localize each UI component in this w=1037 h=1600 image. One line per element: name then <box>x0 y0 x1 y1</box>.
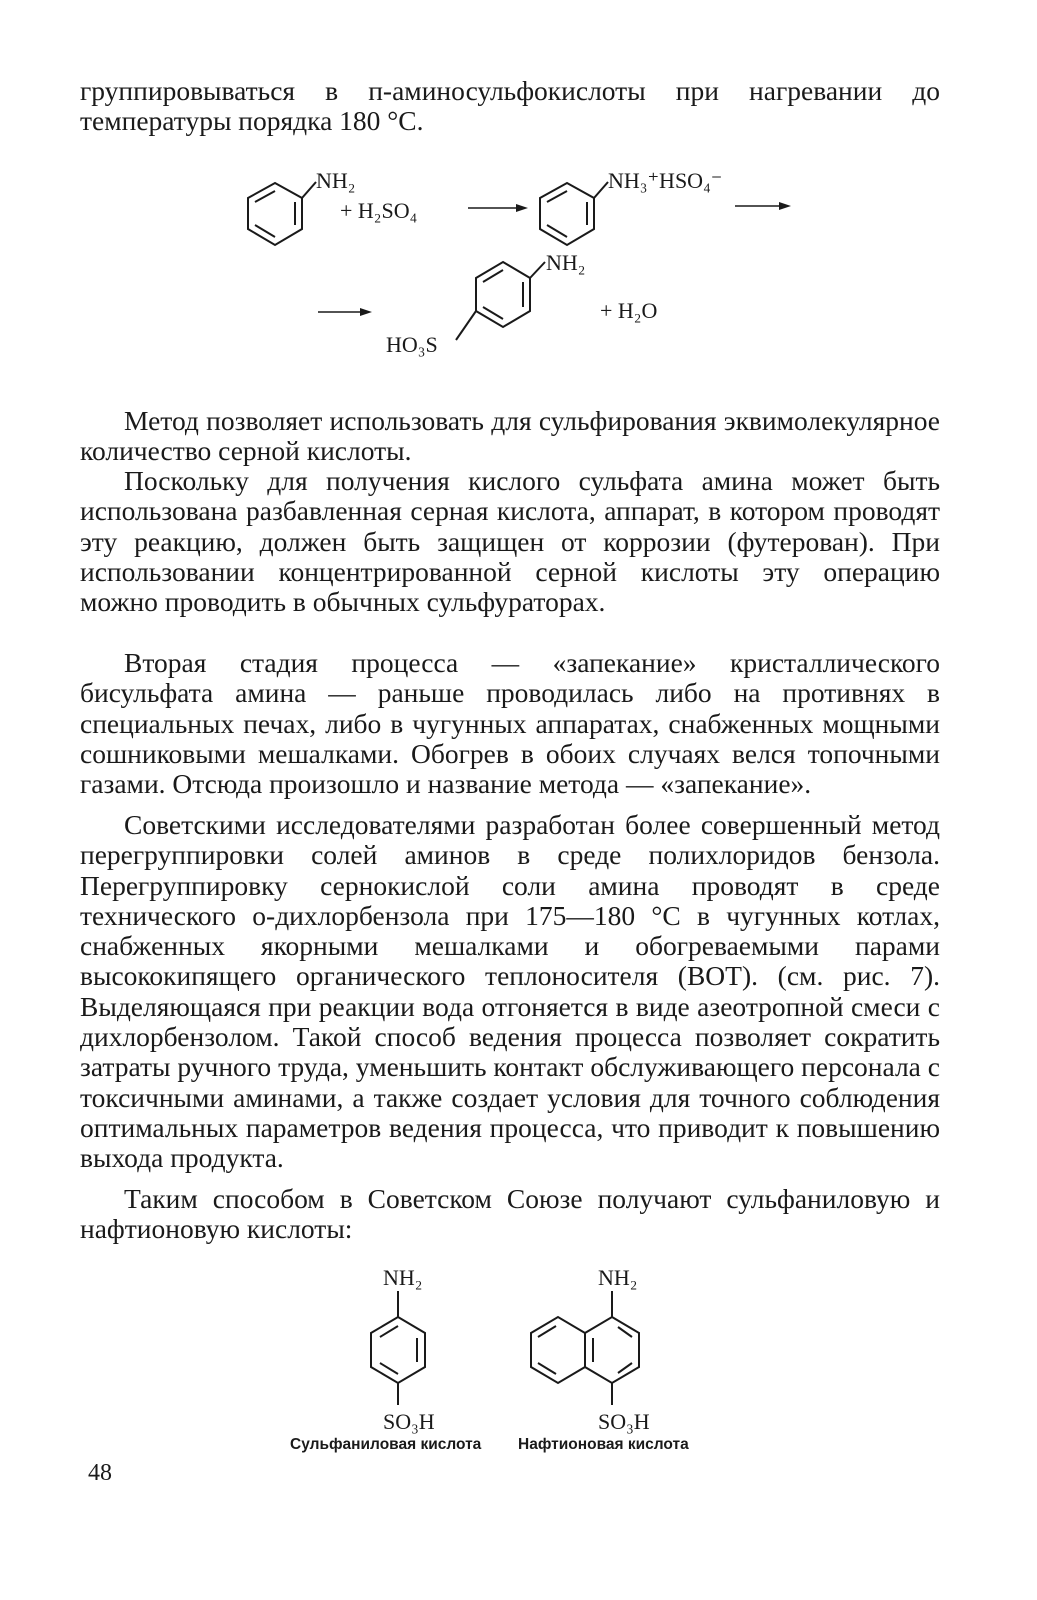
page-number: 48 <box>88 1460 112 1486</box>
paragraph-products-intro: Таким способом в Советском Союзе получают сульфаниловую и нафтионовую кислоты: <box>80 1183 940 1245</box>
naphthionic-caption: Нафтионовая кислота <box>518 1436 689 1453</box>
reaction-arrow-1 <box>468 204 528 212</box>
paragraph-soviet-method: Советскими исследователями разработан более совершенный метод перегруппировки солей аминов в среде полихлоридов бензола. Перегруппировку сернокислой соли амина проводят в среде технического о-дихлорбензола при 175—180 °C в чугунных котлах, снабженных якорными мешалками и обогреваемыми парами высококипящего органического теплоносителя (ВОТ). (см. рис. 7). Выделяющаяся при реакции вода отгоняется в виде азеотропной смеси с дихлорбензолом. Такой способ ведения процесса позволяет сократить затраты ручного труда, уменьшить контакт обслуживающего персонала с токсичными аминами, а также создает условия для точного соблюдения оптимальных параметров ведения процесса, что приводит к повышению выхода продукта. <box>80 809 940 1174</box>
product-ho3s-label: HO₃S <box>386 332 438 357</box>
aniline-nh2-label: NH₂ <box>316 168 356 193</box>
h2so4-reagent-label: + H₂SO₄ <box>340 198 418 223</box>
sulfanilic-acid-structure <box>456 262 545 340</box>
reaction-arrow-3 <box>318 308 372 316</box>
naphthionic-nh2-label: NH₂ <box>598 1265 638 1290</box>
reaction-scheme <box>0 150 1037 390</box>
naphthionic-rings <box>531 1291 639 1405</box>
sulfanilic-caption: Сульфаниловая кислота <box>290 1436 482 1453</box>
product-nh2-label: NH₂ <box>546 250 586 275</box>
paragraph-baking: Вторая стадия процесса — «запекание» кристаллического бисульфата амина — раньше проводилась либо на противнях в специальных печах, либо в чугунных аппаратах, снабженных мощными сошниковыми мешалками. Обогрев в обоих случаях велся топочными газами. Отсюда произошло и название метода — «запекание». <box>80 647 940 800</box>
paragraph-corrosion: Поскольку для получения кислого сульфата амина может быть использована разбавленная серная кислота, аппарат, в котором проводят эту реакцию, должен быть защищен от коррозии (футерован). При использовании концентрированной серной кислоты эту операцию можно проводить в обычных сульфураторах. <box>80 465 940 618</box>
naphthionic-so3h-label: SO₃H <box>598 1409 650 1434</box>
reaction-arrow-2 <box>735 202 791 210</box>
sulfanilic-nh2-label: NH₂ <box>383 1265 423 1290</box>
sulfanilic-ring <box>371 1291 425 1405</box>
product-structures <box>0 1255 1037 1455</box>
sulfanilic-so3h-label: SO₃H <box>383 1409 435 1434</box>
water-byproduct-label: + H₂O <box>600 298 658 323</box>
aniline-structure <box>248 182 316 245</box>
salt-group-label: NH₃⁺HSO₄⁻ <box>608 168 723 193</box>
paragraph-intro: группировываться в п-аминосульфокислоты при нагревании до температуры порядка 180 °C. <box>80 75 940 137</box>
paragraph-equimolar: Метод позволяет использовать для сульфирования эквимолекулярное количество серной кислоты. <box>80 405 940 467</box>
anilinium-salt-structure <box>540 182 608 245</box>
